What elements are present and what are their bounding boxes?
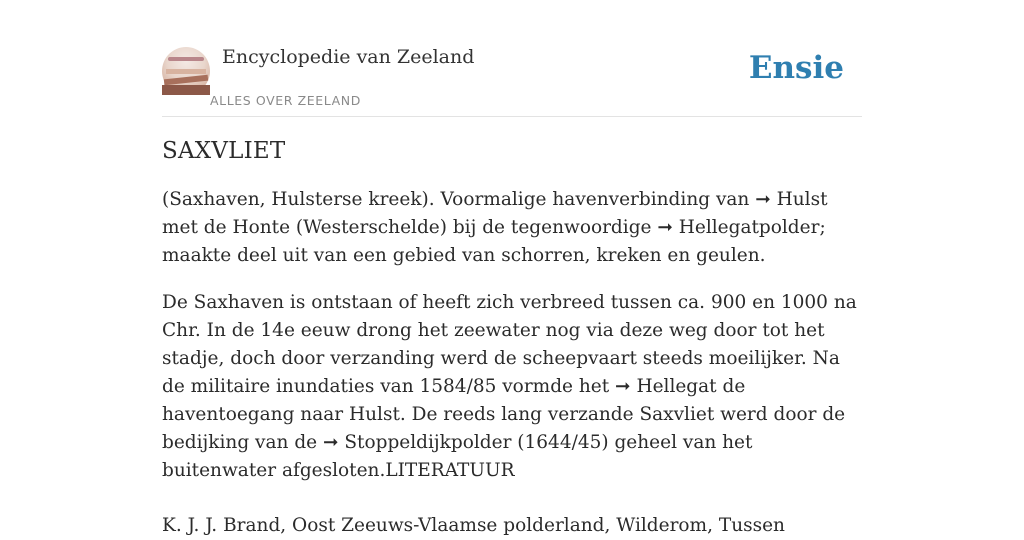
site-subtitle: ALLES OVER ZEELAND bbox=[210, 93, 361, 108]
brand-logo[interactable]: Ensie bbox=[748, 50, 844, 86]
literature-reference: K. J. J. Brand, Oost Zeeuws-Vlaamse polderland, Wilderom, Tussen bbox=[162, 515, 785, 536]
article-title: SAXVLIET bbox=[162, 138, 286, 164]
site-header bbox=[162, 40, 862, 117]
article bbox=[162, 138, 864, 540]
site-title[interactable]: Encyclopedie van Zeeland bbox=[222, 46, 475, 68]
site-logo[interactable] bbox=[162, 47, 210, 95]
article-paragraph-1: (Saxhaven, Hulsterse kreek). Voormalige havenverbinding van ➞ Hulst met de Honte (Westerschelde) bij de tegenwoordige ➞ Hellegatpolder; maakte deel uit van een gebied van schorren, kreken en geulen. bbox=[162, 189, 828, 266]
article-paragraph-2: De Saxhaven is ontstaan of heeft zich verbreed tussen ca. 900 en 1000 na Chr. In de 14e eeuw drong het zeewater nog via deze weg door tot het stadje, doch door verzanding werd de scheepvaart steeds moeilijker. Na de militaire inundaties van 1584/85 vormde het ➞ Hellegat de haventoegang naar Hulst. De reeds lang verzande Saxvliet werd door de bedijking van de ➞ Stoppeldijkpolder (1644/45) geheel van het buitenwater afgesloten.LITERATUUR bbox=[162, 292, 857, 481]
